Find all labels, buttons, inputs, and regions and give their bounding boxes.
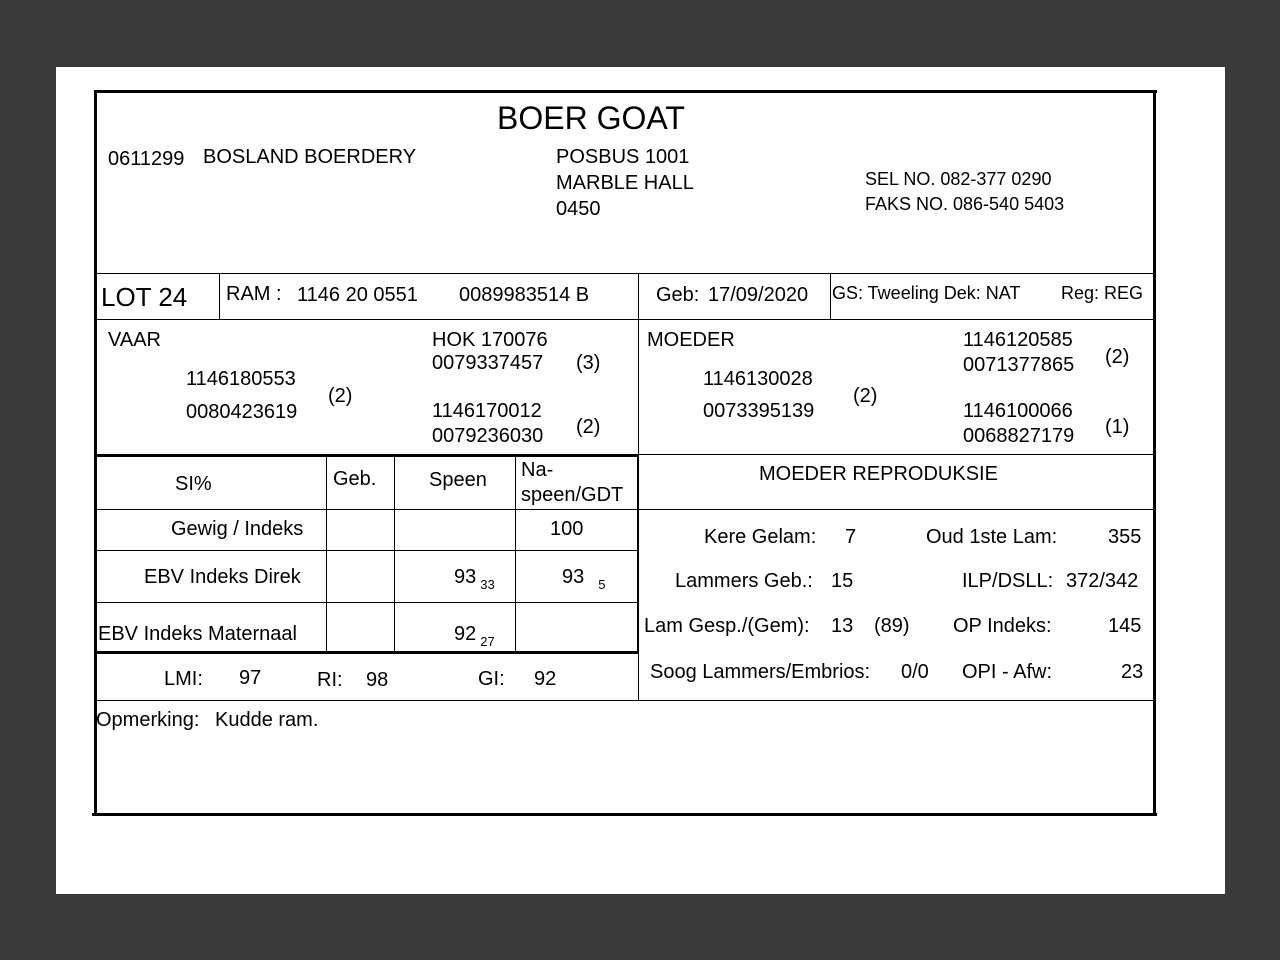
rule-si-col [326,457,327,651]
cell-direk-naspeen [562,566,606,592]
birth-status: GS: Tweeling Dek: NAT [832,283,1021,303]
sire-dam-computer-no: 0079236030 [432,425,544,447]
rule-row-direk [96,602,639,603]
postal-address-2: MARBLE HALL [556,172,694,194]
rule-row-gewig [96,550,639,551]
ri-value: 98 [366,669,389,691]
rule-lot-top [96,273,1153,274]
rule-geb-col [394,457,395,651]
ram-label: RAM : [226,283,282,305]
gi-value: 92 [534,668,557,690]
times-lambed-label: Kere Gelam: [704,526,817,548]
lot-number: LOT 24 [101,282,188,312]
dam-sire-computer-no: 0071377865 [963,354,1075,376]
rule-header-row [96,509,1153,510]
opi-deviation-label: OPI - Afw: [962,661,1053,683]
cell-gewig-naspeen: 100 [550,518,584,540]
reproduction-title: MOEDER REPRODUKSIE [759,463,998,485]
dam-sire-id: 1146120585 [963,329,1073,351]
col-header-si: SI% [175,473,212,495]
breeder-name: BOSLAND BOERDERY [203,146,417,168]
postal-address-3: 0450 [556,198,601,220]
ram-computer-no: 0089983514 B [459,284,590,306]
sire-sire-id: HOK 170076 [432,329,548,351]
cell-direk-naspeen-acc: 5 [598,577,606,592]
dam-dam-computer-no: 0068827179 [963,425,1075,447]
rule-pedigree-bottom-right [639,454,1153,455]
gi-label: GI: [478,668,505,690]
lambs-born-value: 15 [831,570,854,592]
rule-speen-col [515,457,516,651]
ilp-dsll-label: ILP/DSLL: [962,570,1054,592]
cell-direk-naspeen-value: 93 [562,566,585,588]
remarks-label: Opmerking: [96,709,200,731]
lambs-born-label: Lammers Geb.: [675,570,813,592]
col-header-naspeen-line1: Na- [521,459,554,481]
ilp-dsll-value: 372/342 [1066,570,1139,592]
remarks-text: Kudde ram. [215,709,319,731]
dam-dam-id: 1146100066 [963,400,1073,422]
rule-pedigree-bottom [96,454,639,457]
foster-embryos-label: Soog Lammers/Embrios: [650,661,871,683]
cell-direk-speen-value: 93 [454,566,477,588]
dam-dam-count: (1) [1105,416,1130,438]
lambs-weaned-avg: (89) [874,615,910,637]
age-first-lamb-value: 355 [1108,526,1142,548]
rule-table-right [637,457,639,653]
birth-date: 17/09/2020 [708,284,809,306]
rule-geb-divider [830,273,831,319]
lambs-weaned-label: Lam Gesp./(Gem): [644,615,810,637]
lmi-label: LMI: [164,668,203,690]
opi-deviation-value: 23 [1121,661,1144,683]
frame-right [1153,90,1156,816]
dam-sire-count: (2) [1105,346,1130,368]
sire-dam-count: (2) [576,416,601,438]
lmi-value: 97 [239,667,262,689]
cell-maternaal-speen [454,623,495,649]
sire-count: (2) [328,385,353,407]
lambs-weaned-value: 13 [831,615,854,637]
sire-id: 1146180553 [186,368,296,390]
row-label-maternaal: EBV Indeks Maternaal [98,623,297,645]
dam-label: MOEDER [647,329,735,351]
col-header-speen: Speen [429,469,487,491]
sire-dam-id: 1146170012 [432,400,542,422]
ri-label: RI: [317,669,343,691]
dam-count: (2) [853,385,878,407]
sire-sire-count: (3) [576,352,601,374]
op-index-value: 145 [1108,615,1142,637]
dam-id: 1146130028 [703,368,813,390]
row-label-gewig: Gewig / Indeks [171,518,304,540]
registration: Reg: REG [1061,283,1144,303]
breeder-number: 0611299 [108,148,185,170]
row-label-direk: EBV Indeks Direk [144,566,301,588]
cell-maternaal-speen-value: 92 [454,623,477,645]
fax-number: FAKS NO. 086-540 5403 [865,194,1065,214]
birth-date-label: Geb: [656,284,700,306]
cell-direk-speen [454,566,495,592]
dam-computer-no: 0073395139 [703,400,815,422]
sire-computer-no: 0080423619 [186,401,298,423]
frame-left [94,90,97,816]
age-first-lamb-label: Oud 1ste Lam: [926,526,1058,548]
postal-address-1: POSBUS 1001 [556,146,690,168]
rule-lot-divider [219,273,220,319]
cell-maternaal-speen-acc: 27 [480,634,495,649]
op-index-label: OP Indeks: [953,615,1052,637]
cell-number: SEL NO. 082-377 0290 [865,169,1052,189]
rule-index-bottom [96,700,1153,701]
ram-id: 1146 20 0551 [297,284,418,306]
col-header-geb: Geb. [333,468,377,490]
rule-lot-bottom [96,319,1153,320]
sire-label: VAAR [108,329,161,351]
frame-bottom [92,813,1157,816]
sheet-title: BOER GOAT [497,100,685,136]
times-lambed-value: 7 [845,526,857,548]
col-header-naspeen-line2: speen/GDT [521,484,624,506]
cell-direk-speen-acc: 33 [480,577,495,592]
sire-sire-computer-no: 0079337457 [432,352,544,374]
col-header-naspeen [521,458,623,508]
foster-embryos-value: 0/0 [901,661,929,683]
frame-top [94,90,1157,93]
rule-row-maternaal [96,651,639,654]
